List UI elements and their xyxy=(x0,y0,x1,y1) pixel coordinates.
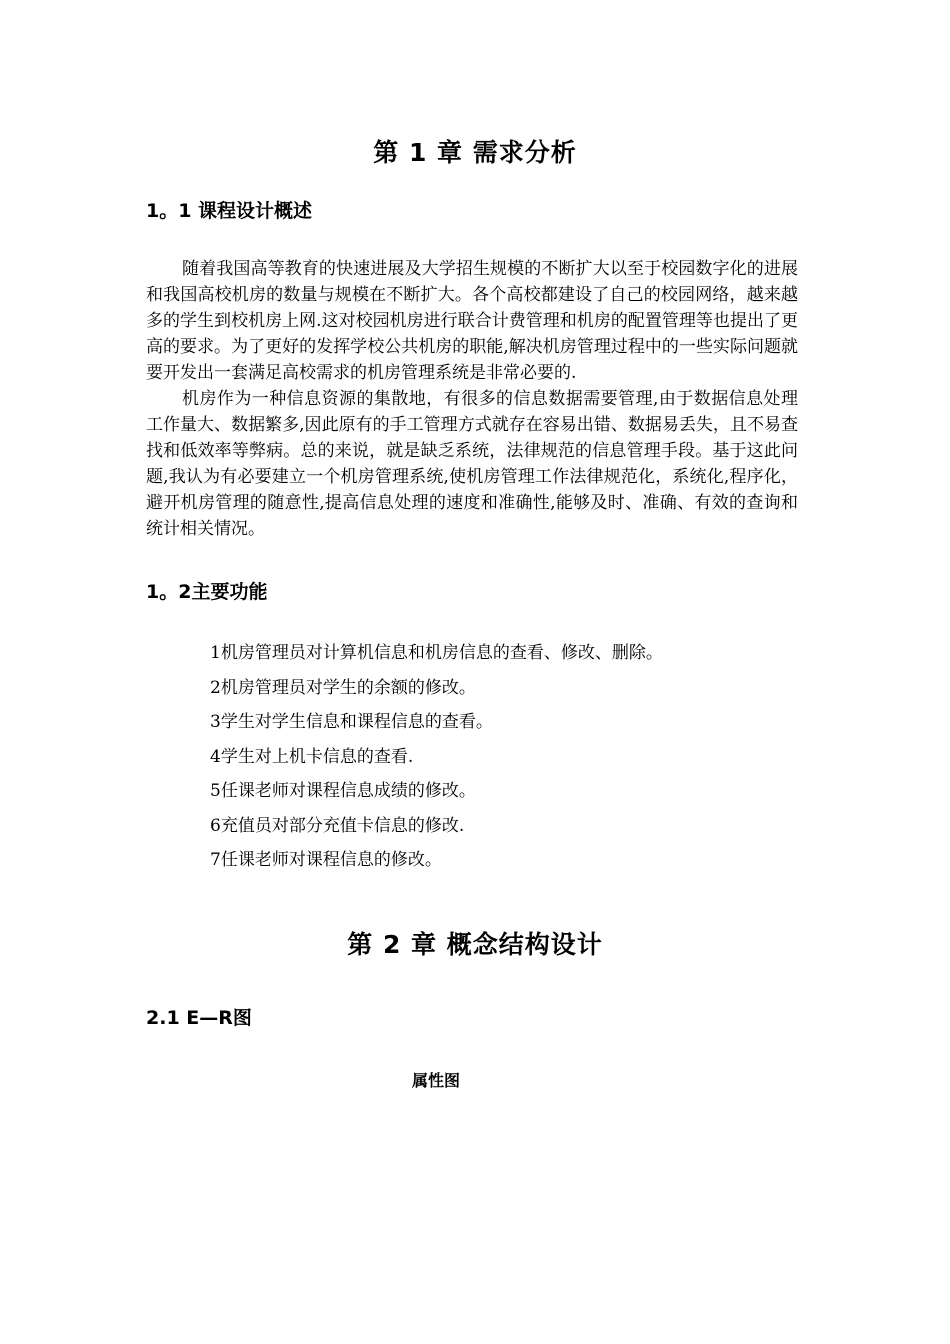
section-1-1-title: 1。1 课程设计概述 xyxy=(146,200,313,222)
list-item: 2机房管理员对学生的余额的修改。 xyxy=(210,677,476,698)
chapter-1-title: 第 1 章 需求分析 xyxy=(373,138,577,167)
paragraph-1: 随着我国高等教育的快速进展及大学招生规模的不断扩大以至于校园数字化的进展和我国高校机房的数量与规模在不断扩大。各个高校都建设了自己的校园网络，越来越多的学生到校机房上网.这对校园机房进行联合计费管理和机房的配置管理等也提出了更高的要求。为了更好的发挥学校公共机房的职能,解决机房管理过程中的一些实际问题就要开发出一套满足高校需求的机房管理系统是非常必要的. xyxy=(146,259,798,383)
section-2-1-title: 2.1 E—R图 xyxy=(146,1007,252,1029)
list-item: 1机房管理员对计算机信息和机房信息的查看、修改、删除。 xyxy=(210,643,663,663)
figure-caption: 属性图 xyxy=(411,1071,460,1090)
chapter-2-title: 第 2 章 概念结构设计 xyxy=(347,930,603,959)
list-item: 7任课老师对课程信息的修改。 xyxy=(210,850,442,870)
list-item: 3学生对学生信息和课程信息的查看。 xyxy=(210,712,493,732)
section-1-2-title: 1。2主要功能 xyxy=(146,581,268,603)
paragraph-2: 机房作为一种信息资源的集散地，有很多的信息数据需要管理,由于数据信息处理工作量大、数据繁多,因此原有的手工管理方式就存在容易出错、数据易丢失，且不易查找和低效率等弊病。总的来说，就是缺乏系统，法律规范的信息管理手段。基于这此问题,我认为有必要建立一个机房管理系统,使机房管理工作法律规范化，系统化,程序化，避开机房管理的随意性,提高信息处理的速度和准确性,能够及时、准确、有效的查询和统计相关情况。 xyxy=(146,389,798,539)
section-1-1-body xyxy=(146,256,798,542)
list-item: 4学生对上机卡信息的查看. xyxy=(210,746,414,767)
list-item: 6充值员对部分充值卡信息的修改. xyxy=(210,815,465,836)
function-list xyxy=(210,636,663,878)
list-item: 5任课老师对课程信息成绩的修改。 xyxy=(210,781,476,801)
